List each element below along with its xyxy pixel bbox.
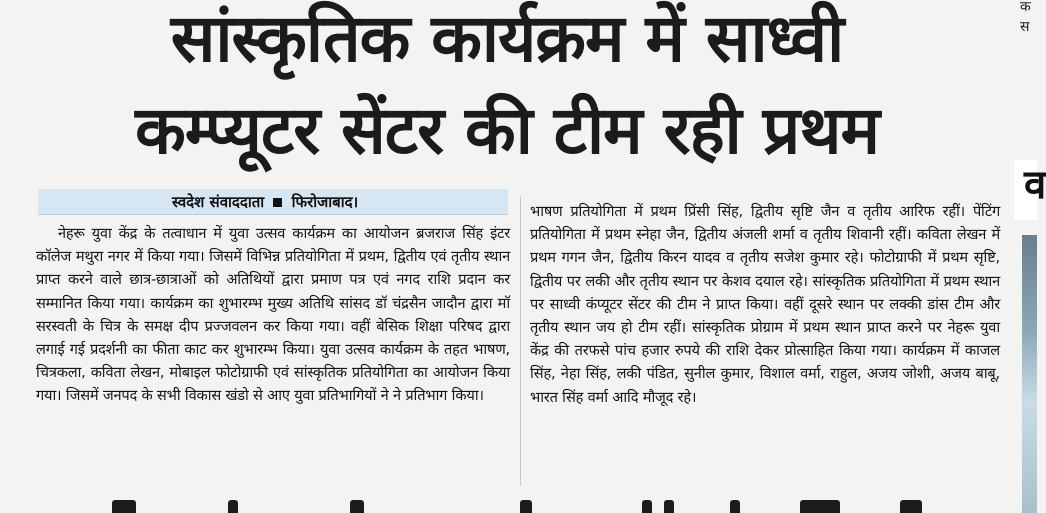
edge-text-fragment: स [1020,19,1030,35]
article-paragraph: नेहरू युवा केंद्र के तत्वाधान में युवा उत्सव कार्यक्रम का आयोजन ब्रजराज सिंह इंटर कॉलेज मथुरा नगर में किया गया। जिसमें विभिन्न प्रतियोगिता में प्रथम, द्वितीय एवं तृतीय स्थान प्राप्त करने वाले छात्र-छात्राओं को अतिथियों द्वारा प्रमाण पत्र एवं नगद राशि प्रदान कर सम्मानित किया गया। कार्यक्रम का शुभारम्भ मुख्य अतिथि सांसद डॉ चंद्रसैन जादौन द्वारा मॉ सरस्वती के चित्र के समक्ष दीप प्रज्जवलन कर किया गया। वहीं बेसिक शिक्षा परिषद द्वारा लगाई गई प्रदर्शनी का फीता काट कर शुभारम्भ किया। युवा उत्सव कार्यक्रम के तहत भाषण, चित्रकला, कविता लेखन, मोबाइल फोटोग्राफी एवं सांस्कृतिक प्रतियोगिता का आयोजन किया गया। जिसमें जनपद के सभी विकास खंडो से आए युवा प्रतिभागियों ने ने प्रतिभाग किया। [36,225,510,405]
glyph-top-fragment [228,500,238,513]
column-divider [520,196,521,486]
glyph-top-fragment [730,500,740,513]
dateline-reporter: स्वदेश संवाददाता [172,193,265,211]
glyph-top-fragment [112,500,136,513]
glyph-top-fragment [350,500,364,513]
edge-photo [1022,235,1037,513]
glyph-top-fragment [642,500,652,513]
article-paragraph: भाषण प्रतियोगिता में प्रथम प्रिंसी सिंह, द्वितीय सृष्टि जैन व तृतीय आरिफ रहीं। पेंटिंग प्रतियोगिता में प्रथम स्नेहा जैन, द्वितीय अंजली शर्मा व तृतीय शिवानी रहीं। कविता लेखन में प्रथम गगन जैन, द्वितीय किरन यादव व तृतीय सजेश कुमार रहे। फोटोग्राफी में प्रथम सृष्टि, द्वितीय पर लकी और तृतीय स्थान पर केशव दयाल रहे। सांस्कृतिक प्रतियोगिता में प्रथम स्थान पर साध्वी कंप्यूटर सेंटर की टीम ने प्राप्त किया। वहीं दूसरे स्थान पर लक्की डांस टीम और तृतीय स्थान जय हो टीम रहीं। सांस्कृतिक प्रोग्राम में प्रथम स्थान प्राप्त करने पर नेहरू युवा केंद्र की तरफसे पांच हजार रुपये की राशि देकर प्रोत्साहित किया गया। कार्यक्रम में काजल सिंह, नेहा सिंह, लकी पंडित, सुनील कुमार, विशाल वर्मा, राहुल, अजय जोशी, अजय बाबू, भारत सिंह वर्मा आदि मौजूद रहे। [530,203,1000,406]
adjacent-article-edge [1008,0,1046,513]
article-column-right [530,200,1000,490]
next-headline-cutoff [0,494,1010,513]
headline-line-2: कम्प्यूटर सेंटर की टीम रही प्रथम [135,92,879,169]
glyph-top-fragment [900,500,922,513]
headline-line-1: सांस्कृतिक कार्यक्रम में साध्वी [170,0,844,77]
dateline [38,189,508,215]
dateline-place: फिरोजाबाद। [291,193,359,211]
glyph-top-fragment [800,500,840,513]
article-headline [22,0,992,190]
edge-text-fragment: क [1020,0,1031,15]
glyph-top-fragment [664,500,674,513]
edge-headline-fragment: व [1024,162,1046,208]
glyph-top-fragment [520,500,532,513]
square-bullet-icon [273,198,282,207]
article-column-left [36,222,510,478]
